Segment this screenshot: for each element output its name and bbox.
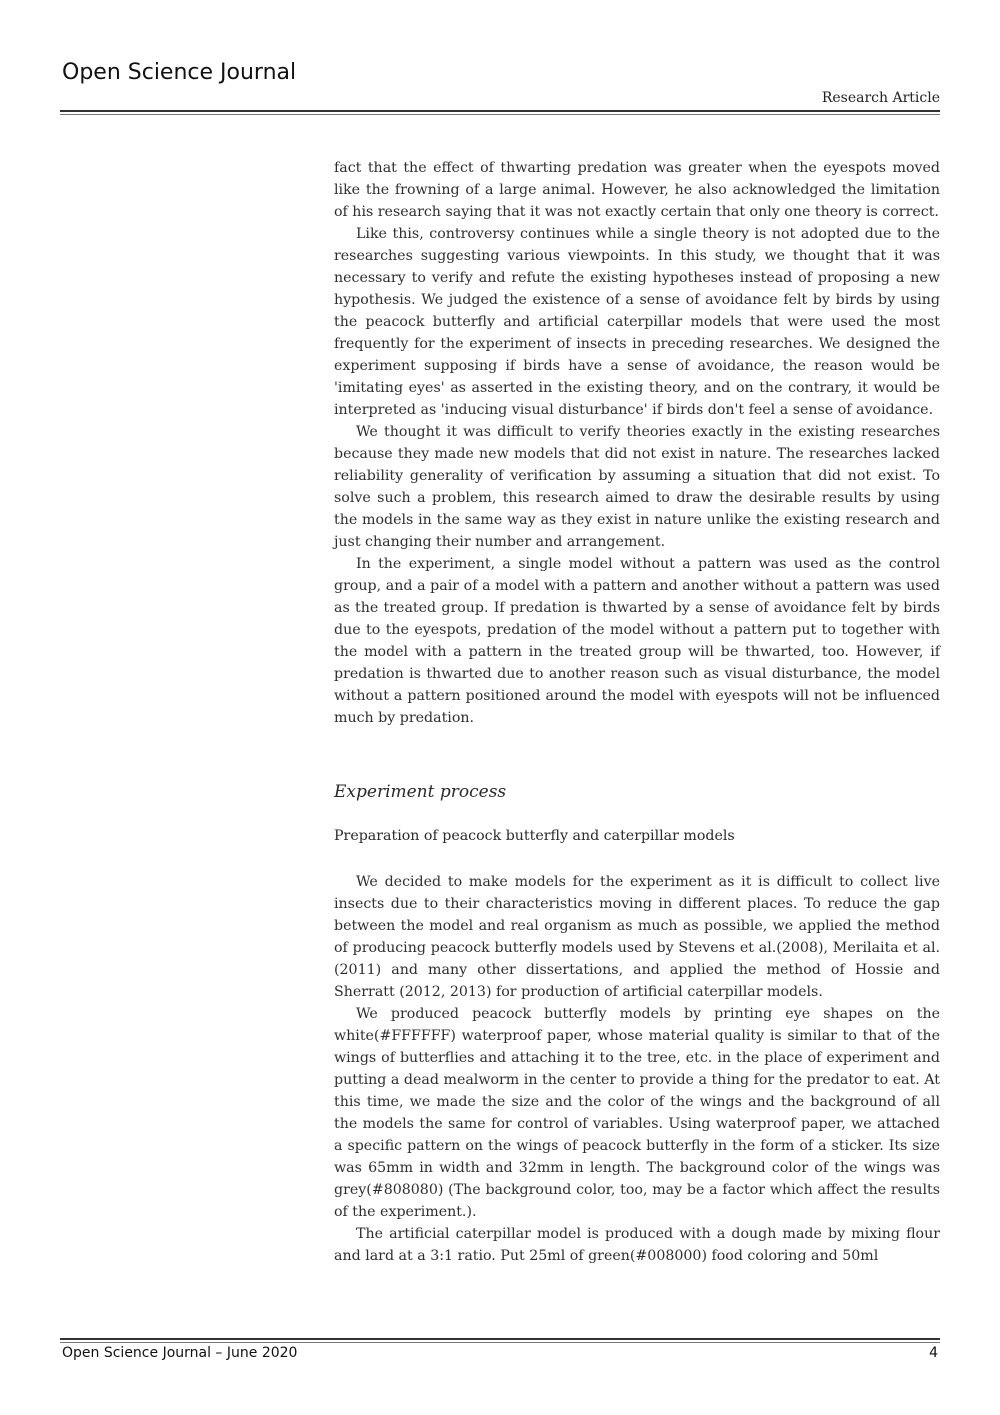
paragraph-4: In the experiment, a single model without a pattern was used as the control group, and a pair of a model with a pattern and another without a pattern was used as the treated group. If predation is thwarted by a sense of avoidance felt by birds due to the eyespots, predation of the model without a pattern put to together with the model with a pattern in the treated group will be thwarted, too. However, if predation is thwarted due to another reason such as visual disturbance, the model without a pattern positioned around the model with eyespots will not be influenced much by predation. xyxy=(334,556,940,726)
section-heading: Experiment process xyxy=(334,782,507,802)
paragraph-5: We decided to make models for the experiment as it is difficult to collect live insects due to their characteristics moving in different places. To reduce the gap between the model and real organism as much as possible, we applied the method of producing peacock butterfly models used by Stevens et al.(2008), Merilaita et al. (2011) and many other dissertations, and applied the method of Hossie and Sherratt (2012, 2013) for production of artificial caterpillar models. xyxy=(334,874,940,1000)
paragraph-1: fact that the effect of thwarting predation was greater when the eyespots moved like the frowning of a large animal. However, he also acknowledged the limitation of his research saying that it was not exactly certain that only one theory is correct. xyxy=(334,160,940,220)
article-body xyxy=(334,157,940,1267)
article-type: Research Article xyxy=(821,90,940,106)
footer-rule xyxy=(60,1338,940,1340)
paragraph-3: We thought it was difficult to verify theories exactly in the existing researches because they made new models that did not exist in nature. The researches lacked reliability generality of verification by assuming a situation that did not exist. To solve such a problem, this research aimed to draw the desirable results by using the models in the same way as they exist in nature unlike the existing research and just changing their number and arrangement. xyxy=(334,424,940,550)
paragraph-6: We produced peacock butterfly models by printing eye shapes on the white(#FFFFFF) waterproof paper, whose material quality is similar to that of the wings of butterflies and attaching it to the tree, etc. in the place of experiment and putting a dead mealworm in the center to provide a thing for the predator to eat. At this time, we made the size and the color of the wings and the background of all the models the same for control of variables. Using waterproof paper, we attached a specific pattern on the wings of peacock butterfly in the form of a sticker. Its size was 65mm in width and 32mm in length. The background color of the wings was grey(#808080) (The background color, too, may be a factor which affect the results of the experiment.). xyxy=(334,1006,940,1220)
page-number: 4 xyxy=(929,1345,938,1361)
subsection-heading: Preparation of peacock butterfly and caterpillar models xyxy=(334,828,735,844)
paragraph-7: The artificial caterpillar model is produced with a dough made by mixing flour and lard at a 3:1 ratio. Put 25ml of green(#008000) food coloring and 50ml xyxy=(334,1226,940,1264)
journal-title: Open Science Journal xyxy=(62,60,297,85)
header-rule-thin xyxy=(60,114,940,115)
header-rule xyxy=(60,110,940,112)
paragraph-2: Like this, controversy continues while a single theory is not adopted due to the researches suggesting various viewpoints. In this study, we thought that it was necessary to verify and refute the existing hypotheses instead of proposing a new hypothesis. We judged the existence of a sense of avoidance felt by birds by using the peacock butterfly and artificial caterpillar models that were used the most frequently for the experiment of insects in preceding researches. We designed the experiment supposing if birds have a sense of avoidance, the reason would be 'imitating eyes' as asserted in the existing theory, and on the contrary, it would be interpreted as 'inducing visual disturbance' if birds don't feel a sense of avoidance. xyxy=(334,226,940,418)
footer-rule-thin xyxy=(60,1342,940,1343)
footer-journal-date: Open Science Journal – June 2020 xyxy=(62,1345,298,1361)
